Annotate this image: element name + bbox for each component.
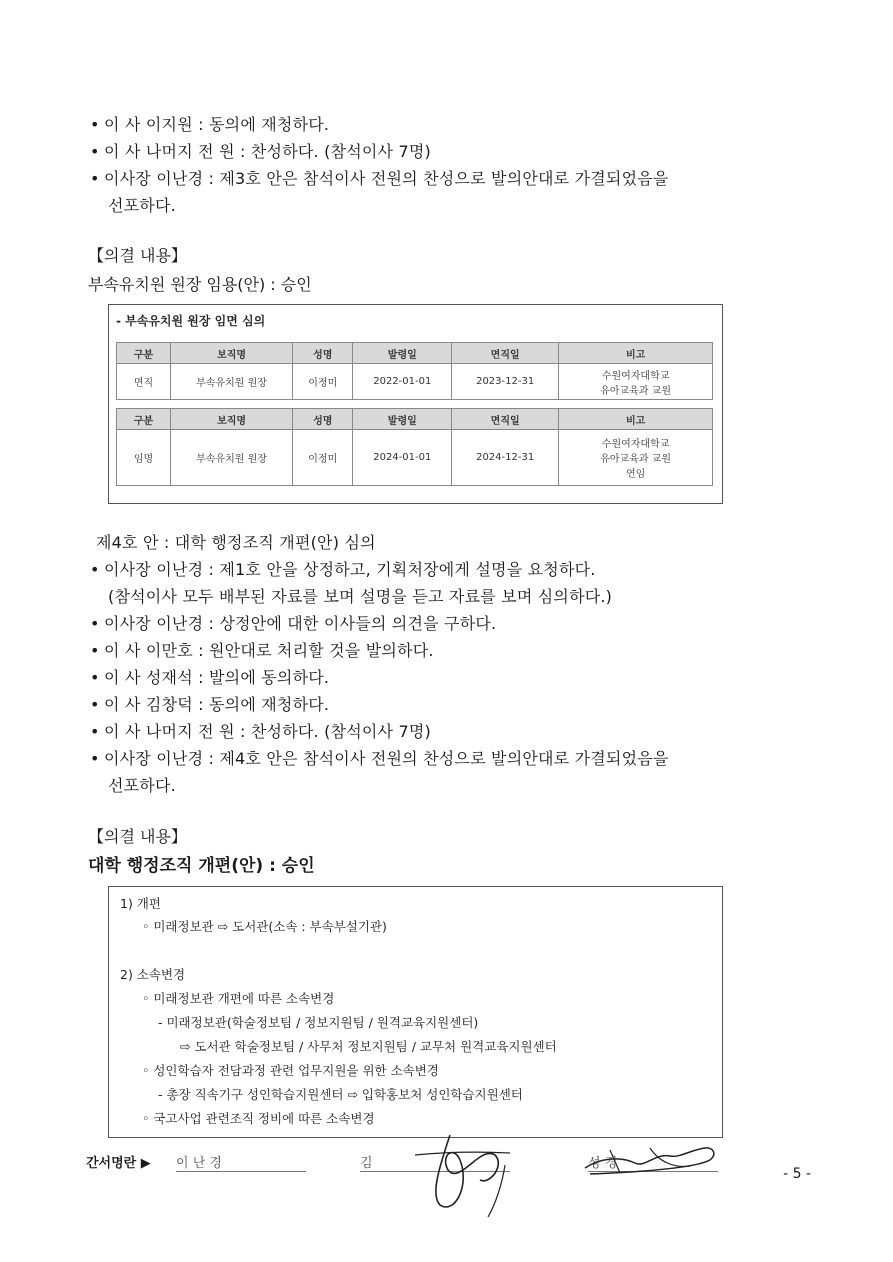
resolution-title: 대학 행정조직 개편(안) : 승인 [88,856,315,876]
table-title: - 부속유치원 원장 임면 심의 [116,314,266,328]
text-line: • 이 사 김창덕 : 동의에 재청하다. [90,695,330,714]
handwritten-signature-icon [580,1138,725,1183]
text-line: • 이 사 이만호 : 원안대로 처리할 것을 발의하다. [90,641,434,660]
reorg-line: - 총장 직속기구 성인학습지원센터 ⇨ 입학홍보처 성인학습지원센터 [158,1087,523,1102]
col-header: 비고 [559,409,713,430]
signer-name: 성 경 [588,1152,718,1172]
col-header: 구분 [117,409,171,430]
handwritten-signature-icon [410,1125,520,1220]
text-line: (참석이사 모두 배부된 자료를 보며 설명을 듣고 자료를 보며 심의하다.) [108,587,613,606]
reorg-line: ◦ 성인학습자 전담과정 관련 업무지원을 위한 소속변경 [142,1063,439,1078]
col-header: 성명 [293,409,353,430]
reorg-line: ◦ 미래정보관 ⇨ 도서관(소속 : 부속부설기관) [142,919,387,934]
resolution-header: 【의결 내용】 [88,246,187,265]
col-header: 면직일 [452,409,559,430]
text-line: • 이사장 이난경 : 제3호 안은 참석이사 전원의 찬성으로 발의안대로 가결되었음을 [90,169,669,188]
col-header: 발령일 [353,409,452,430]
table-row: 임명 부속유치원 원장 이정미 2024-01-01 2024-12-31 수원여자대학교 유아교육과 교원 연임 [117,430,713,486]
col-header: 보직명 [171,409,293,430]
dismiss-table [116,342,713,400]
signer-name: 이 난 경 [176,1152,306,1172]
agenda-title: 제4호 안 : 대학 행정조직 개편(안) 심의 [96,533,376,552]
text-line: 선포하다. [108,776,176,795]
text-line: • 이사장 이난경 : 제4호 안은 참석이사 전원의 찬성으로 발의안대로 가결되었음을 [90,749,669,768]
text-line: • 이사장 이난경 : 상정안에 대한 이사들의 의견을 구하다. [90,614,497,633]
appoint-table [116,408,713,486]
text-line: • 이사장 이난경 : 제1호 안을 상정하고, 기획처장에게 설명을 요청하다. [90,560,596,579]
text-line: • 이 사 나머지 전 원 : 찬성하다. (참석이사 7명) [90,142,431,161]
signer-name: 김 [360,1152,510,1172]
page-number: - 5 - [783,1166,811,1182]
reorg-line: ◦ 국고사업 관련조직 정비에 따른 소속변경 [142,1111,375,1126]
text-line: • 이 사 성재석 : 발의에 동의하다. [90,668,330,687]
reorg-line: 1) 개편 [120,896,161,911]
col-header: 비고 [559,343,713,364]
signature-label: 간서명란 ▶ [86,1156,151,1171]
text-line: • 이 사 이지원 : 동의에 재청하다. [90,115,330,134]
resolution-title: 부속유치원 원장 임용(안) : 승인 [88,275,312,294]
reorg-line: ⇨ 도서관 학술정보팀 / 사무처 정보지원팀 / 교무처 원격교육지원센터 [180,1039,557,1054]
col-header: 발령일 [353,343,452,364]
text-line: • 이 사 나머지 전 원 : 찬성하다. (참석이사 7명) [90,722,431,741]
col-header: 보직명 [171,343,293,364]
reorg-line: ◦ 미래정보관 개편에 따른 소속변경 [142,991,335,1006]
col-header: 면직일 [452,343,559,364]
reorg-line: - 미래정보관(학술정보팀 / 정보지원팀 / 원격교육지원센터) [158,1015,479,1030]
text-line: 선포하다. [108,196,176,215]
resolution-header: 【의결 내용】 [88,827,187,846]
reorg-line: 2) 소속변경 [120,967,186,982]
col-header: 구분 [117,343,171,364]
table-row: 면직 부속유치원 원장 이정미 2022-01-01 2023-12-31 수원여자대학교 유아교육과 교원 [117,364,713,400]
col-header: 성명 [293,343,353,364]
